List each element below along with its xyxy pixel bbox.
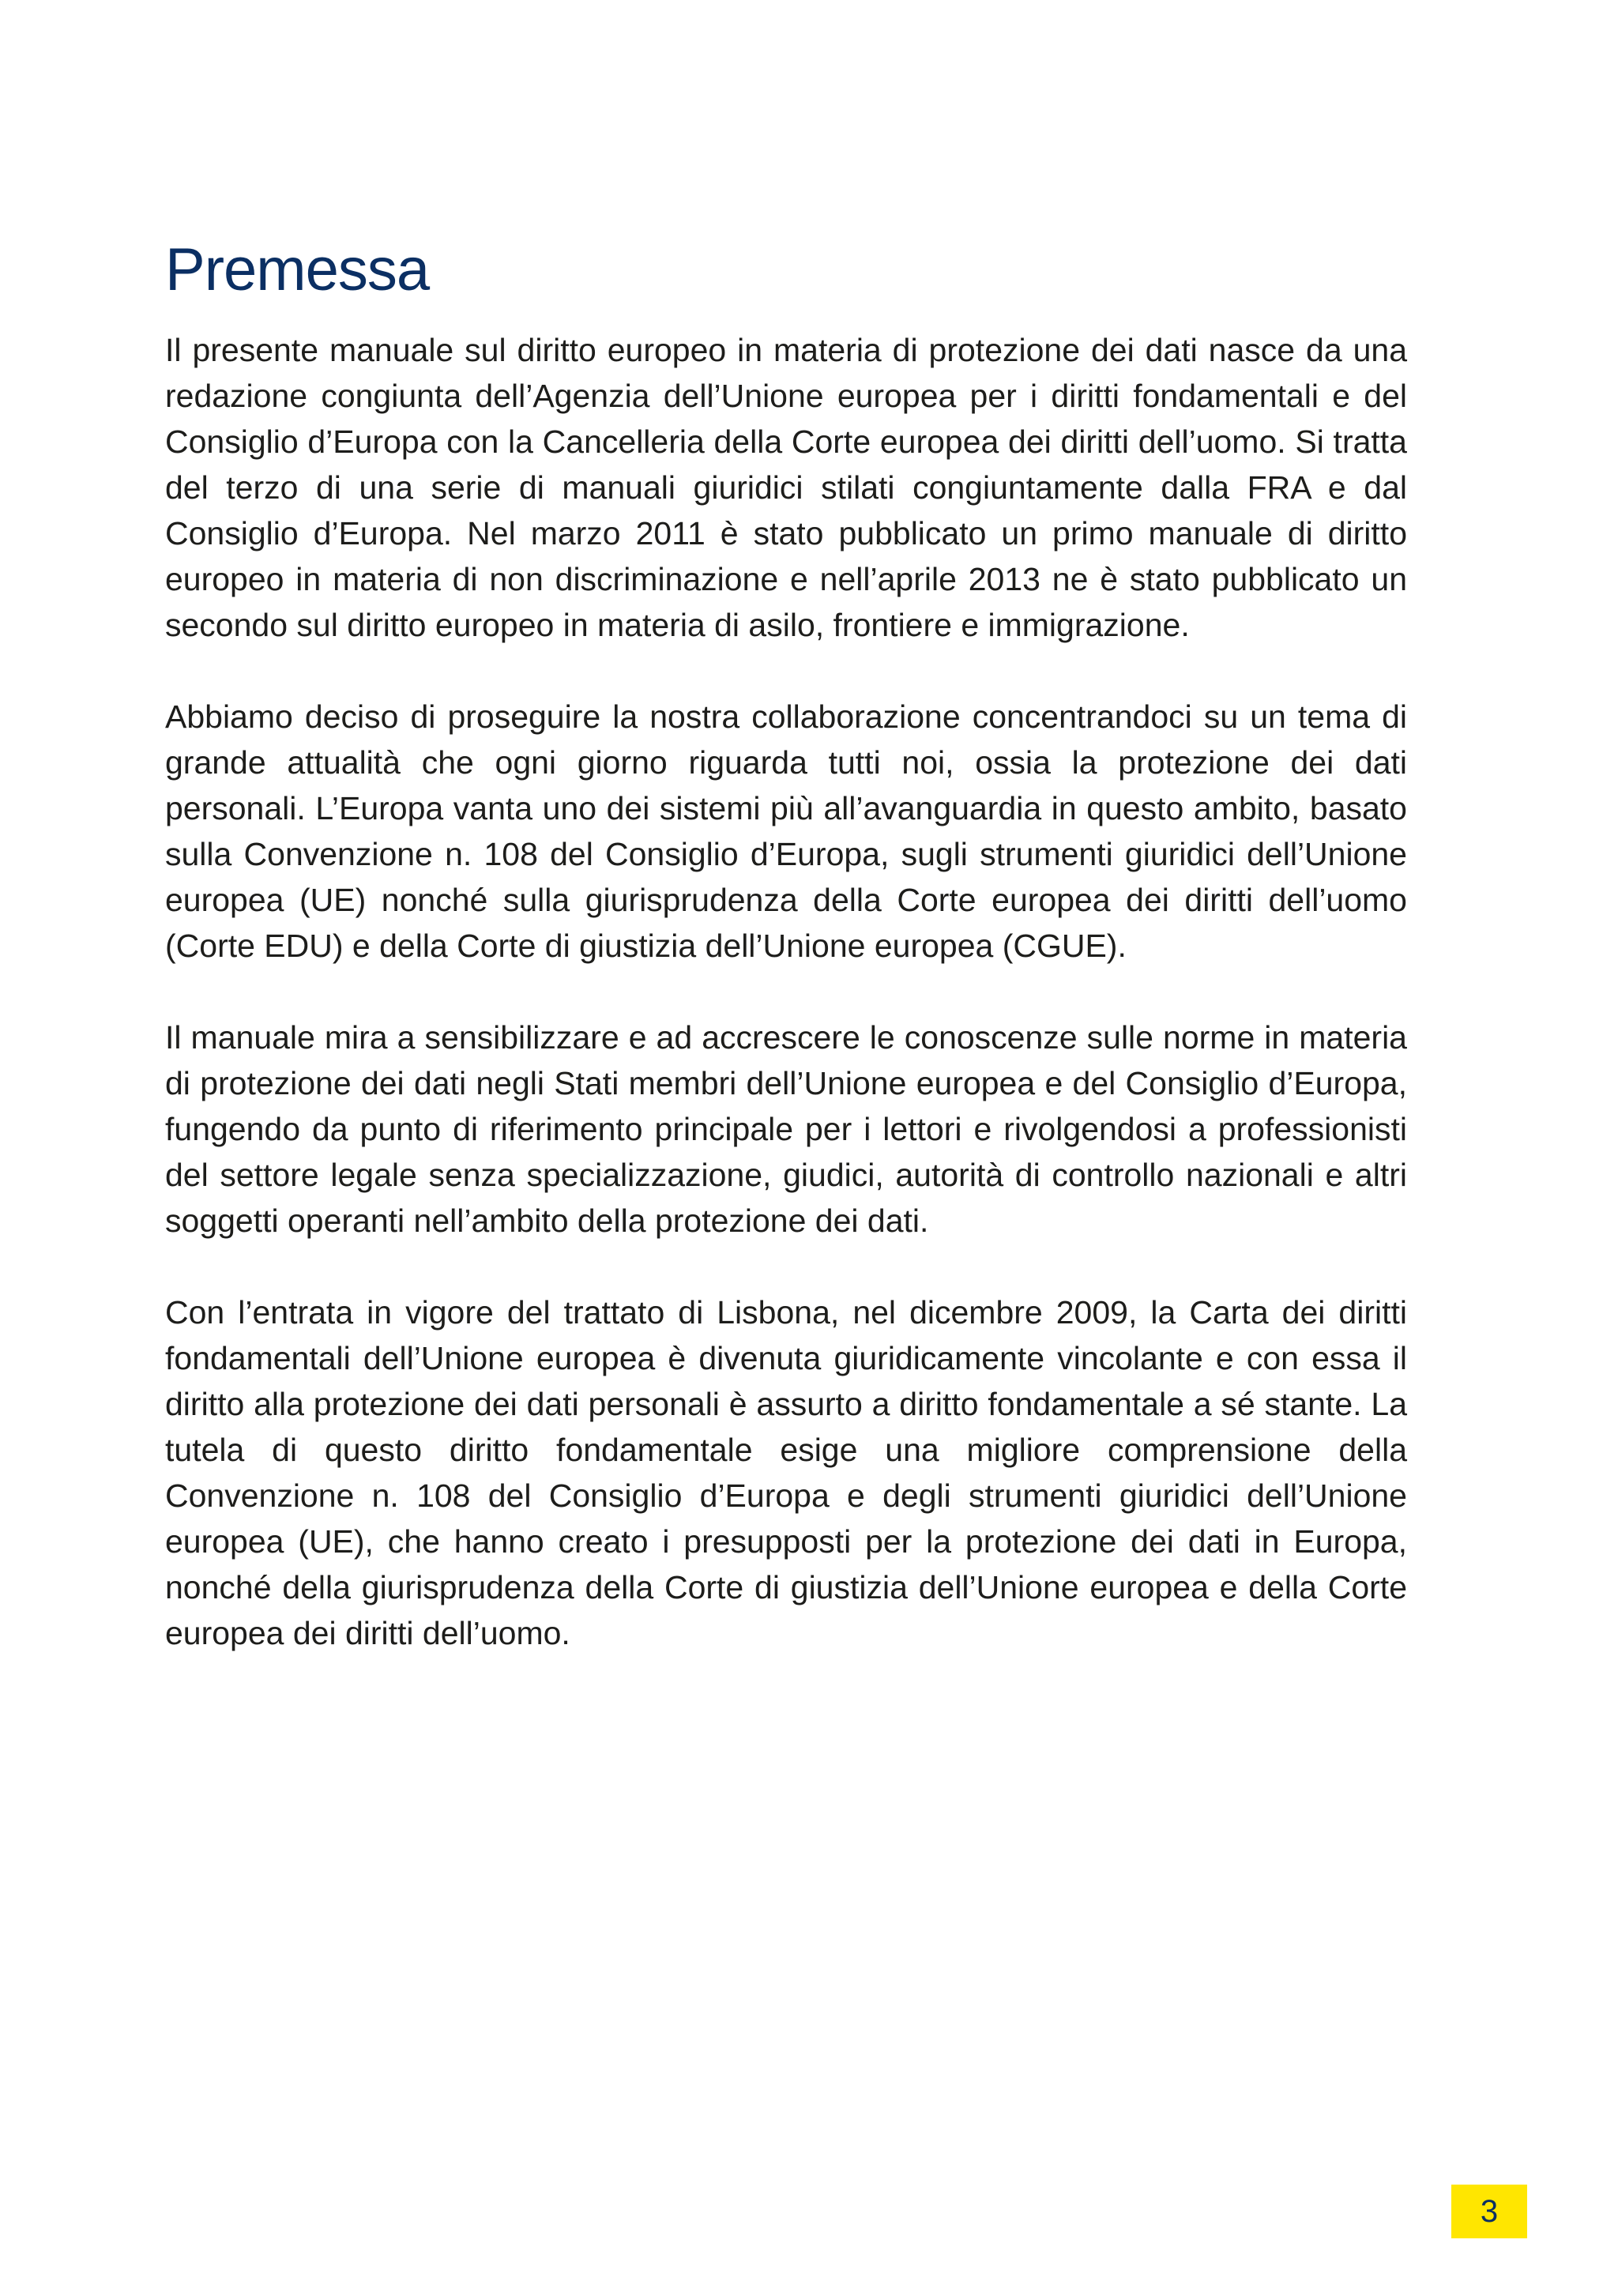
- page-content: [165, 237, 1407, 1702]
- paragraph-3: Il manuale mira a sensibilizzare e ad accrescere le conoscenze sulle norme in materia di protezione dei dati negli Stati membri dell’Unione europea e del Consiglio d’Europa, fungendo da punto di riferimento principale per i lettori e rivolgendosi a professionisti del settore legale senza specializzazione, giudici, autorità di controllo nazionali e altri soggetti operanti nell’ambito della protezione dei dati.: [165, 1018, 1407, 1239]
- page-number: 3: [1480, 2193, 1499, 2229]
- paragraph-4: Con l’entrata in vigore del trattato di Lisbona, nel dicembre 2009, la Carta dei diritti fondamentali dell’Unione europea è divenuta giuridicamente vincolante e con essa il diritto alla protezione dei dati personali è assurto a diritto fondamentale a sé stante. La tutela di questo diritto fondamentale esige una migliore comprensione della Convenzione n. 108 del Consiglio d’Europa e degli strumenti giuridici dell’Unione europea (UE), che hanno creato i presupposti per la protezione dei dati in Europa, nonché della giurisprudenza della Corte di giustizia dell’Unione europea e della Corte europea dei diritti dell’uomo.: [165, 1293, 1407, 1651]
- page-number-badge: [1451, 2185, 1527, 2238]
- page-title: Premessa: [165, 236, 430, 303]
- paragraph-2: Abbiamo deciso di proseguire la nostra collaborazione concentrandoci su un tema di grande attualità che ogni giorno riguarda tutti noi, ossia la protezione dei dati personali. L’Europa vanta uno dei sistemi più all’avanguardia in questo ambito, basato sulla Convenzione n. 108 del Consiglio d’Europa, sugli strumenti giuridici dell’Unione europea (UE) nonché sulla giurisprudenza della Corte europea dei diritti dell’uomo (Corte EDU) e della Corte di giustizia dell’Unione europea (CGUE).: [165, 698, 1407, 964]
- paragraph-1: Il presente manuale sul diritto europeo in materia di protezione dei dati nasce da una redazione congiunta dell’Agenzia dell’Unione europea per i diritti fondamentali e del Consiglio d’Europa con la Cancelleria della Corte europea dei diritti dell’uomo. Si tratta del terzo di una serie di manuali giuridici stilati congiuntamente dalla FRA e dal Consiglio d’Europa. Nel marzo 2011 è stato pubblicato un primo manuale di diritto europeo in materia di non discriminazione e nell’aprile 2013 ne è stato pubblicato un secondo sul diritto europeo in materia di asilo, frontiere e immigrazione.: [165, 331, 1407, 643]
